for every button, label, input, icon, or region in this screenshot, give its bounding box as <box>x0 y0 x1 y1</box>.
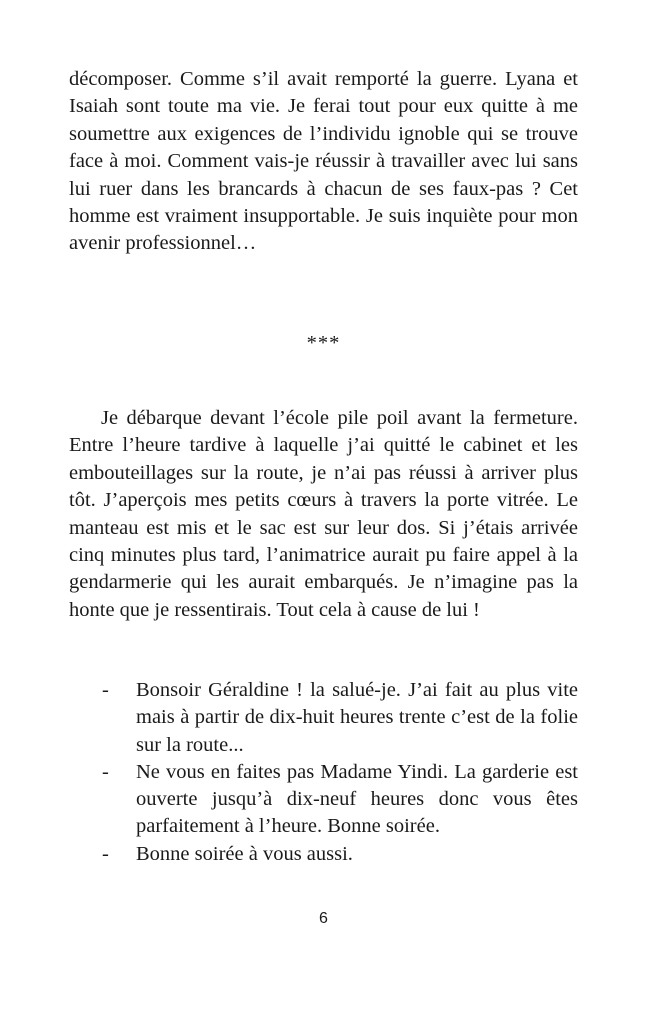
dialogue-dash: - <box>102 760 109 783</box>
scene-separator: *** <box>306 332 341 354</box>
dialogue-text: Ne vous en faites pas Madame Yindi. La garderie est ouverte jusqu’à dix-neuf heures donc vous êtes parfaitement à l’heure. Bonne soirée. <box>136 760 578 838</box>
paragraph-second: Je débarque devant l’école pile poil avant la fermeture. Entre l’heure tardive à laquelle j’ai quitté le cabinet et les embouteillages sur la route, je n’ai pas réussi à arriver plus tôt. J’aperçois mes petits cœurs à travers la porte vitrée. Le manteau est mis et le sac est sur leur dos. Si j’étais arrivée cinq minutes plus tard, l’animatrice aurait pu faire appel à la gendarmerie qui les aurait embarqués. Je n’imagine pas la honte que je ressentirais. Tout cela à cause de lui ! <box>69 407 578 621</box>
dialogue-line <box>69 759 578 841</box>
dialogue-dash: - <box>102 679 109 701</box>
dialogue-dash: - <box>102 842 109 865</box>
page-number: 6 <box>319 910 328 927</box>
dialogue-line <box>69 841 578 868</box>
dialogue-text: Bonsoir Géraldine ! la salué-je. J’ai fait au plus vite mais à partir de dix-huit heures trente c’est de la folie sur la route... <box>136 679 578 756</box>
dialogue-line <box>69 677 578 759</box>
dialogue-list <box>69 677 578 868</box>
dialogue-text: Bonne soirée à vous aussi. <box>136 842 353 865</box>
paragraph-first: décomposer. Comme s’il avait remporté la guerre. Lyana et Isaiah sont toute ma vie. Je ferai tout pour eux quitte à me soumettre aux exigences de l’individu ignoble qui se trouve face à moi. Comment vais-je réussir à travailler avec lui sans lui ruer dans les brancards à chacun de ses faux-pas ? Cet homme est vraiment insupportable. Je suis inquiète pour mon avenir professionnel… <box>69 68 578 255</box>
